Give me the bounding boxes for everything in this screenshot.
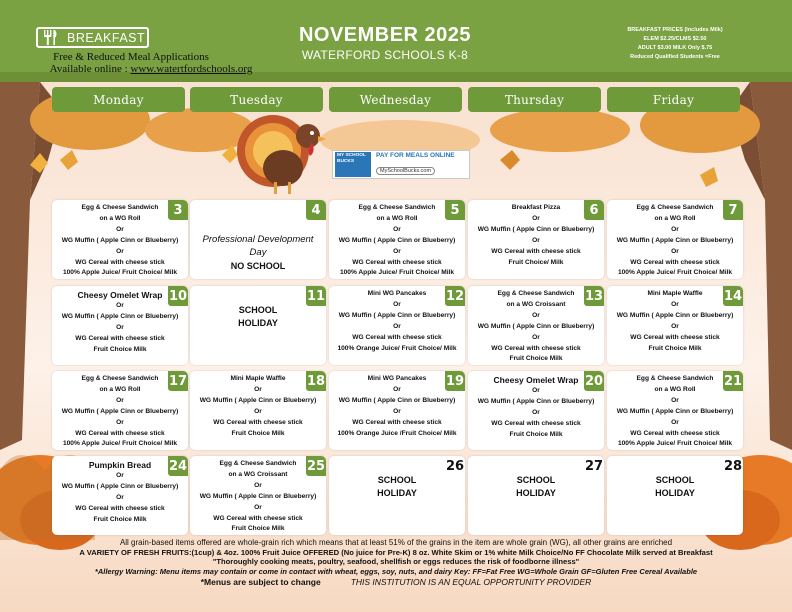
menu-items bbox=[52, 374, 188, 450]
menu-line: WG Cereal with cheese stick bbox=[75, 504, 165, 512]
holiday-line: HOLIDAY bbox=[238, 318, 278, 328]
school-holiday-label bbox=[190, 304, 326, 330]
day-header-thursday: Thursday bbox=[468, 87, 601, 112]
menu-line: WG Cereal with cheese stick bbox=[75, 334, 165, 342]
day-number: 17 bbox=[168, 371, 188, 391]
apps-line1: Free & Reduced Meal Applications bbox=[53, 51, 209, 63]
day-header-friday: Friday bbox=[607, 87, 740, 112]
holiday-line: SCHOOL bbox=[238, 305, 278, 315]
footer-food-safety-note: "Thoroughly cooking meats, poultry, seafood, shellfish or eggs reduces the risk of foodborne illness" bbox=[212, 557, 580, 566]
footer-final-line bbox=[0, 577, 792, 588]
menu-line: Mini Maple Waffle bbox=[647, 290, 703, 297]
menu-line: 100% Orange Juice /Fruit Choice/ Milk bbox=[337, 429, 457, 437]
menu-line: 100% Orange Juice/ Fruit Choice/ Milk bbox=[337, 344, 457, 352]
calendar-day-cell bbox=[190, 456, 326, 535]
day-number: 3 bbox=[168, 200, 188, 220]
menu-line: Or bbox=[532, 333, 540, 341]
apps-url-link[interactable]: www.watertfordschools.org bbox=[130, 63, 253, 75]
no-school-note: NO SCHOOL bbox=[230, 261, 286, 271]
menu-line: Or bbox=[393, 300, 401, 308]
special-day-title bbox=[190, 233, 326, 259]
day-number: 20 bbox=[584, 371, 604, 391]
menu-line: Or bbox=[116, 396, 124, 404]
menu-line: on a WG Roll bbox=[376, 214, 418, 222]
page-title: NOVEMBER 2025 bbox=[298, 24, 472, 46]
menu-line: Or bbox=[254, 481, 262, 489]
menu-line: Or bbox=[254, 407, 262, 415]
menu-line: Or bbox=[393, 247, 401, 255]
calendar-day-cell bbox=[52, 456, 188, 535]
pay-online-banner[interactable] bbox=[332, 150, 470, 179]
day-number: 27 bbox=[584, 458, 604, 474]
school-holiday-label bbox=[468, 474, 604, 500]
menu-line: Fruit Choice/ Milk bbox=[508, 258, 564, 266]
menu-items bbox=[468, 289, 604, 365]
menu-line: Fruit Choice Milk bbox=[93, 515, 147, 523]
menu-items bbox=[329, 289, 465, 354]
menu-line: Or bbox=[393, 385, 401, 393]
menu-line: Or bbox=[393, 225, 401, 233]
menu-line: WG Cereal with cheese stick bbox=[630, 333, 720, 341]
pay-online-label: PAY FOR MEALS ONLINE bbox=[376, 152, 455, 159]
day-number: 28 bbox=[723, 458, 743, 474]
menu-line: 100% Apple Juice/ Fruit Choice/ Milk bbox=[339, 269, 455, 277]
menu-items bbox=[52, 459, 188, 526]
menu-line: on a WG Roll bbox=[654, 214, 696, 222]
menu-line: WG Muffin ( Apple Cinn or Blueberry) bbox=[61, 482, 179, 490]
menu-line: WG Cereal with cheese stick bbox=[352, 258, 442, 266]
menu-items bbox=[329, 203, 465, 279]
menu-line: WG Muffin ( Apple Cinn or Blueberry) bbox=[477, 322, 595, 330]
day-number: 24 bbox=[168, 456, 188, 476]
menu-line: WG Cereal with cheese stick bbox=[630, 258, 720, 266]
calendar-day-cell bbox=[607, 456, 743, 535]
day-number: 12 bbox=[445, 286, 465, 306]
menu-line: WG Cereal with cheese stick bbox=[630, 429, 720, 437]
menu-line: WG Muffin ( Apple Cinn or Blueberry) bbox=[477, 397, 595, 405]
menu-items bbox=[190, 374, 326, 439]
menu-line: Fruit Choice Milk bbox=[231, 525, 285, 533]
menu-line: Fruit Choice Milk bbox=[648, 344, 702, 352]
apps-prefix: Available online : bbox=[49, 63, 131, 75]
menu-line: Or bbox=[116, 493, 124, 501]
menu-line: Fruit Choice Milk bbox=[509, 430, 563, 438]
menus-subject-change: *Menus are subject to change bbox=[200, 576, 321, 587]
day-number: 7 bbox=[723, 200, 743, 220]
day-number: 19 bbox=[445, 371, 465, 391]
menu-line: Or bbox=[116, 472, 124, 479]
menu-line: on a WG Roll bbox=[99, 214, 141, 222]
menu-line: Egg & Cheese Sandwich bbox=[636, 375, 714, 382]
calendar-day-cell bbox=[190, 286, 326, 365]
day-number: 4 bbox=[306, 200, 326, 220]
menu-line: WG Muffin ( Apple Cinn or Blueberry) bbox=[616, 236, 734, 244]
apps-line2 bbox=[36, 63, 266, 75]
menu-items bbox=[190, 459, 326, 535]
day-number: 14 bbox=[723, 286, 743, 306]
pay-online-link[interactable]: MySchoolBucks.com bbox=[376, 167, 435, 175]
menu-line: Or bbox=[116, 418, 124, 426]
menu-items bbox=[52, 203, 188, 279]
footer-fruit-milk-note: A VARIETY OF FRESH FRUITS:(1cup) & 4oz. 100% Fruit Juice OFFERED (No juice for Pre-K) 8 oz. White Skim or 1% white Milk Choice/No FF Chocolate Milk served at Breakfast bbox=[79, 547, 713, 557]
menu-line: Or bbox=[671, 322, 679, 330]
menu-line: Or bbox=[532, 214, 540, 222]
day-number: 11 bbox=[306, 286, 326, 306]
menu-line: Egg & Cheese Sandwich bbox=[636, 204, 714, 211]
menu-line: Fruit Choice Milk bbox=[509, 355, 563, 363]
menu-line: WG Muffin ( Apple Cinn or Blueberry) bbox=[477, 225, 595, 233]
breakfast-logo bbox=[36, 27, 149, 48]
day-number: 10 bbox=[168, 286, 188, 306]
school-holiday-label bbox=[329, 474, 465, 500]
calendar-day-cell bbox=[468, 286, 604, 365]
menu-line: WG Muffin ( Apple Cinn or Blueberry) bbox=[61, 407, 179, 415]
menu-line: WG Cereal with cheese stick bbox=[213, 418, 303, 426]
holiday-line: HOLIDAY bbox=[655, 488, 695, 498]
meal-applications-note bbox=[36, 51, 266, 75]
menu-line: WG Cereal with cheese stick bbox=[491, 419, 581, 427]
holiday-line: SCHOOL bbox=[655, 475, 695, 485]
prices-line-1: BREAKFAST PRICES (Includes Milk) bbox=[627, 27, 723, 33]
menu-line: Mini Maple Waffle bbox=[230, 375, 286, 382]
menu-items bbox=[607, 203, 743, 279]
menu-line: 100% Apple Juice/ Fruit Choice/ Milk bbox=[62, 440, 178, 448]
menu-line: 100% Apple Juice/ Fruit Choice/ Milk bbox=[617, 269, 733, 277]
menu-line: WG Muffin ( Apple Cinn or Blueberry) bbox=[61, 312, 179, 320]
prices-line-3: ADULT $3.00 MILK Only $.75 bbox=[637, 45, 713, 51]
menu-line: Or bbox=[116, 302, 124, 309]
menu-line: WG Muffin ( Apple Cinn or Blueberry) bbox=[338, 236, 456, 244]
menu-line: WG Cereal with cheese stick bbox=[491, 247, 581, 255]
menu-line: Cheesy Omelet Wrap bbox=[493, 375, 579, 385]
menu-line: Cheesy Omelet Wrap bbox=[77, 290, 163, 300]
menu-items bbox=[468, 374, 604, 441]
menu-items bbox=[607, 374, 743, 450]
menu-line: Or bbox=[116, 323, 124, 331]
menu-line: Or bbox=[671, 247, 679, 255]
menu-line: Pumpkin Bread bbox=[88, 460, 152, 470]
menu-line: Or bbox=[532, 236, 540, 244]
menu-line: Or bbox=[532, 311, 540, 319]
menu-line: WG Cereal with cheese stick bbox=[75, 258, 165, 266]
menu-line: WG Muffin ( Apple Cinn or Blueberry) bbox=[338, 396, 456, 404]
menu-line: Or bbox=[671, 418, 679, 426]
calendar-day-cell bbox=[468, 371, 604, 450]
menu-line: WG Muffin ( Apple Cinn or Blueberry) bbox=[616, 311, 734, 319]
menu-line: Fruit Choice Milk bbox=[231, 429, 285, 437]
menu-line: WG Cereal with cheese stick bbox=[75, 429, 165, 437]
calendar-day-cell bbox=[329, 200, 465, 279]
special-day-line: Professional Development bbox=[202, 234, 314, 245]
calendar-day-cell bbox=[607, 371, 743, 450]
menu-line: Mini WG Pancakes bbox=[367, 290, 427, 297]
prices-line-4: Reduced Qualified Students =Free bbox=[630, 54, 720, 60]
turkey-illustration bbox=[228, 96, 338, 206]
menu-line: Egg & Cheese Sandwich bbox=[219, 460, 297, 467]
equal-opportunity: THIS INSTITUTION IS AN EQUAL OPPORTUNITY PROVIDER bbox=[350, 576, 592, 587]
holiday-line: HOLIDAY bbox=[377, 488, 417, 498]
day-number: 18 bbox=[306, 371, 326, 391]
calendar-day-cell bbox=[329, 456, 465, 535]
menu-line: on a WG Roll bbox=[654, 385, 696, 393]
day-header-wednesday: Wednesday bbox=[329, 87, 462, 112]
calendar-day-cell bbox=[190, 200, 326, 279]
menu-line: WG Cereal with cheese stick bbox=[352, 333, 442, 341]
menu-line: Or bbox=[671, 396, 679, 404]
menu-line: Mini WG Pancakes bbox=[367, 375, 427, 382]
breakfast-prices bbox=[600, 26, 750, 62]
logo-text: BREAKFAST bbox=[67, 30, 146, 45]
day-header-monday: Monday bbox=[52, 87, 185, 112]
day-number: 13 bbox=[584, 286, 604, 306]
prices-line-2: ELEM $2.25/CLMS $2.50 bbox=[643, 36, 707, 42]
footer-notes bbox=[0, 538, 792, 588]
footer-allergy-warning: *Allergy Warning: Menu items may contain or come in contact with wheat, eggs, soy, nuts, and dairy Key: FF=Fat Free WG=Whole Grain GF=Gluten Free Cereal Available bbox=[94, 566, 698, 576]
calendar-day-cell bbox=[468, 456, 604, 535]
holiday-line: SCHOOL bbox=[377, 475, 417, 485]
calendar-day-cell bbox=[52, 371, 188, 450]
menu-line: Or bbox=[671, 300, 679, 308]
school-holiday-label bbox=[607, 474, 743, 500]
calendar-day-cell bbox=[607, 200, 743, 279]
menu-line: 100% Apple Juice/ Fruit Choice/ Milk bbox=[62, 269, 178, 277]
menu-line: Or bbox=[671, 225, 679, 233]
menu-line: Egg & Cheese Sandwich bbox=[497, 290, 575, 297]
day-number: 21 bbox=[723, 371, 743, 391]
menu-line: Breakfast Pizza bbox=[511, 204, 561, 211]
menu-items bbox=[607, 289, 743, 354]
menu-items bbox=[52, 289, 188, 356]
menu-line: WG Cereal with cheese stick bbox=[352, 418, 442, 426]
menu-line: Egg & Cheese Sandwich bbox=[81, 204, 159, 211]
menu-line: Egg & Cheese Sandwich bbox=[81, 375, 159, 382]
menu-line: Or bbox=[532, 387, 540, 394]
menu-line: WG Cereal with cheese stick bbox=[491, 344, 581, 352]
fork-knife-icon bbox=[41, 29, 59, 46]
menu-line: Or bbox=[393, 407, 401, 415]
menu-line: Or bbox=[254, 503, 262, 511]
menu-line: WG Muffin ( Apple Cinn or Blueberry) bbox=[616, 407, 734, 415]
calendar-day-cell bbox=[468, 200, 604, 279]
calendar-day-cell bbox=[329, 371, 465, 450]
menu-items bbox=[329, 374, 465, 439]
menu-line: Or bbox=[116, 247, 124, 255]
menu-line: WG Muffin ( Apple Cinn or Blueberry) bbox=[61, 236, 179, 244]
menu-line: on a WG Croissant bbox=[228, 470, 288, 478]
menu-line: Or bbox=[393, 322, 401, 330]
day-number: 25 bbox=[306, 456, 326, 476]
page-subtitle: WATERFORD SCHOOLS K-8 bbox=[301, 48, 469, 62]
calendar-day-cell bbox=[190, 371, 326, 450]
menu-line: WG Cereal with cheese stick bbox=[213, 514, 303, 522]
holiday-line: HOLIDAY bbox=[516, 488, 556, 498]
menu-line: on a WG Roll bbox=[99, 385, 141, 393]
calendar-day-cell bbox=[52, 200, 188, 279]
menu-line: on a WG Croissant bbox=[506, 300, 566, 308]
menu-line: Or bbox=[116, 225, 124, 233]
footer-whole-grain-note: All grain-based items offered are whole-grain rich which means that at least 51% of the grains in the item are whole grain (WG), all other grains are enriched bbox=[119, 538, 673, 547]
menu-line: 100% Apple Juice/ Fruit Choice/ Milk bbox=[617, 440, 733, 448]
calendar-day-cell bbox=[52, 286, 188, 365]
day-number: 26 bbox=[445, 458, 465, 474]
menu-line: Or bbox=[532, 408, 540, 416]
special-day-line: Day bbox=[249, 247, 267, 258]
day-number: 6 bbox=[584, 200, 604, 220]
holiday-line: SCHOOL bbox=[516, 475, 556, 485]
calendar-day-cell bbox=[607, 286, 743, 365]
menu-line: Egg & Cheese Sandwich bbox=[358, 204, 436, 211]
menu-line: Fruit Choice Milk bbox=[93, 345, 147, 353]
menu-line: WG Muffin ( Apple Cinn or Blueberry) bbox=[338, 311, 456, 319]
menu-line: WG Muffin ( Apple Cinn or Blueberry) bbox=[199, 396, 317, 404]
day-number: 5 bbox=[445, 200, 465, 220]
day-header-tuesday: Tuesday bbox=[190, 87, 323, 112]
menu-line: Or bbox=[254, 385, 262, 393]
myschoolbucks-logo: MY SCHOOL BUCKS bbox=[335, 152, 371, 177]
menu-items bbox=[468, 203, 604, 268]
menu-line: WG Muffin ( Apple Cinn or Blueberry) bbox=[199, 492, 317, 500]
calendar-day-cell bbox=[329, 286, 465, 365]
